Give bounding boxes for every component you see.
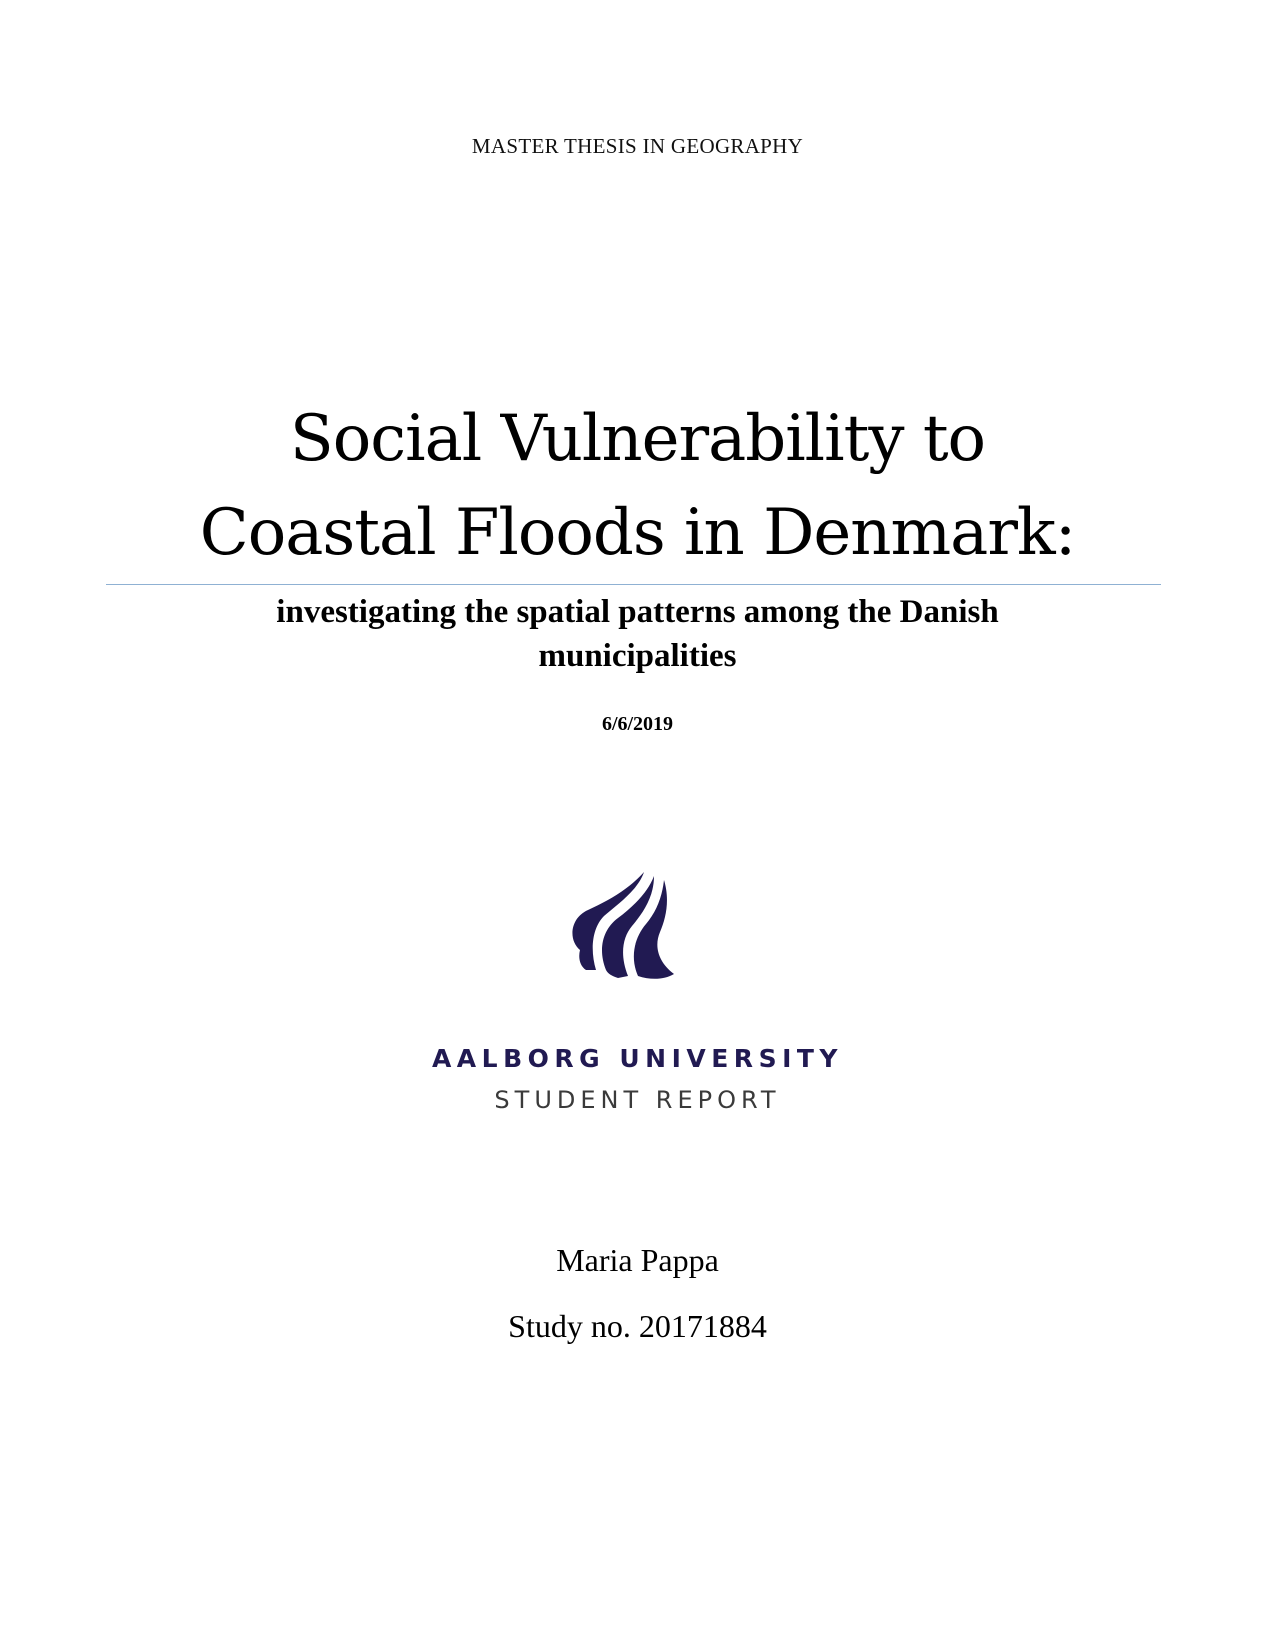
report-type-label: STUDENT REPORT: [494, 1086, 781, 1114]
university-logo-icon: [560, 870, 695, 1005]
thesis-subtitle-line-2: municipalities: [538, 638, 737, 674]
title-divider: [106, 584, 1161, 585]
thesis-type-label: MASTER THESIS IN GEOGRAPHY: [471, 134, 804, 158]
author-name: Maria Pappa: [556, 1242, 719, 1278]
thesis-subtitle: [0, 590, 1275, 678]
study-number: Study no. 20171884: [508, 1308, 767, 1344]
thesis-title-line-2: Coastal Floods in Denmark:: [199, 496, 1076, 570]
thesis-title-line-1: Social Vulnerability to: [289, 402, 986, 476]
thesis-title: [0, 392, 1275, 580]
logo-wave-band-3: [634, 880, 674, 979]
thesis-subtitle-line-1: investigating the spatial patterns among the Danish: [276, 594, 999, 630]
university-name: AALBORG UNIVERSITY: [431, 1044, 844, 1073]
submission-date: 6/6/2019: [601, 713, 674, 735]
